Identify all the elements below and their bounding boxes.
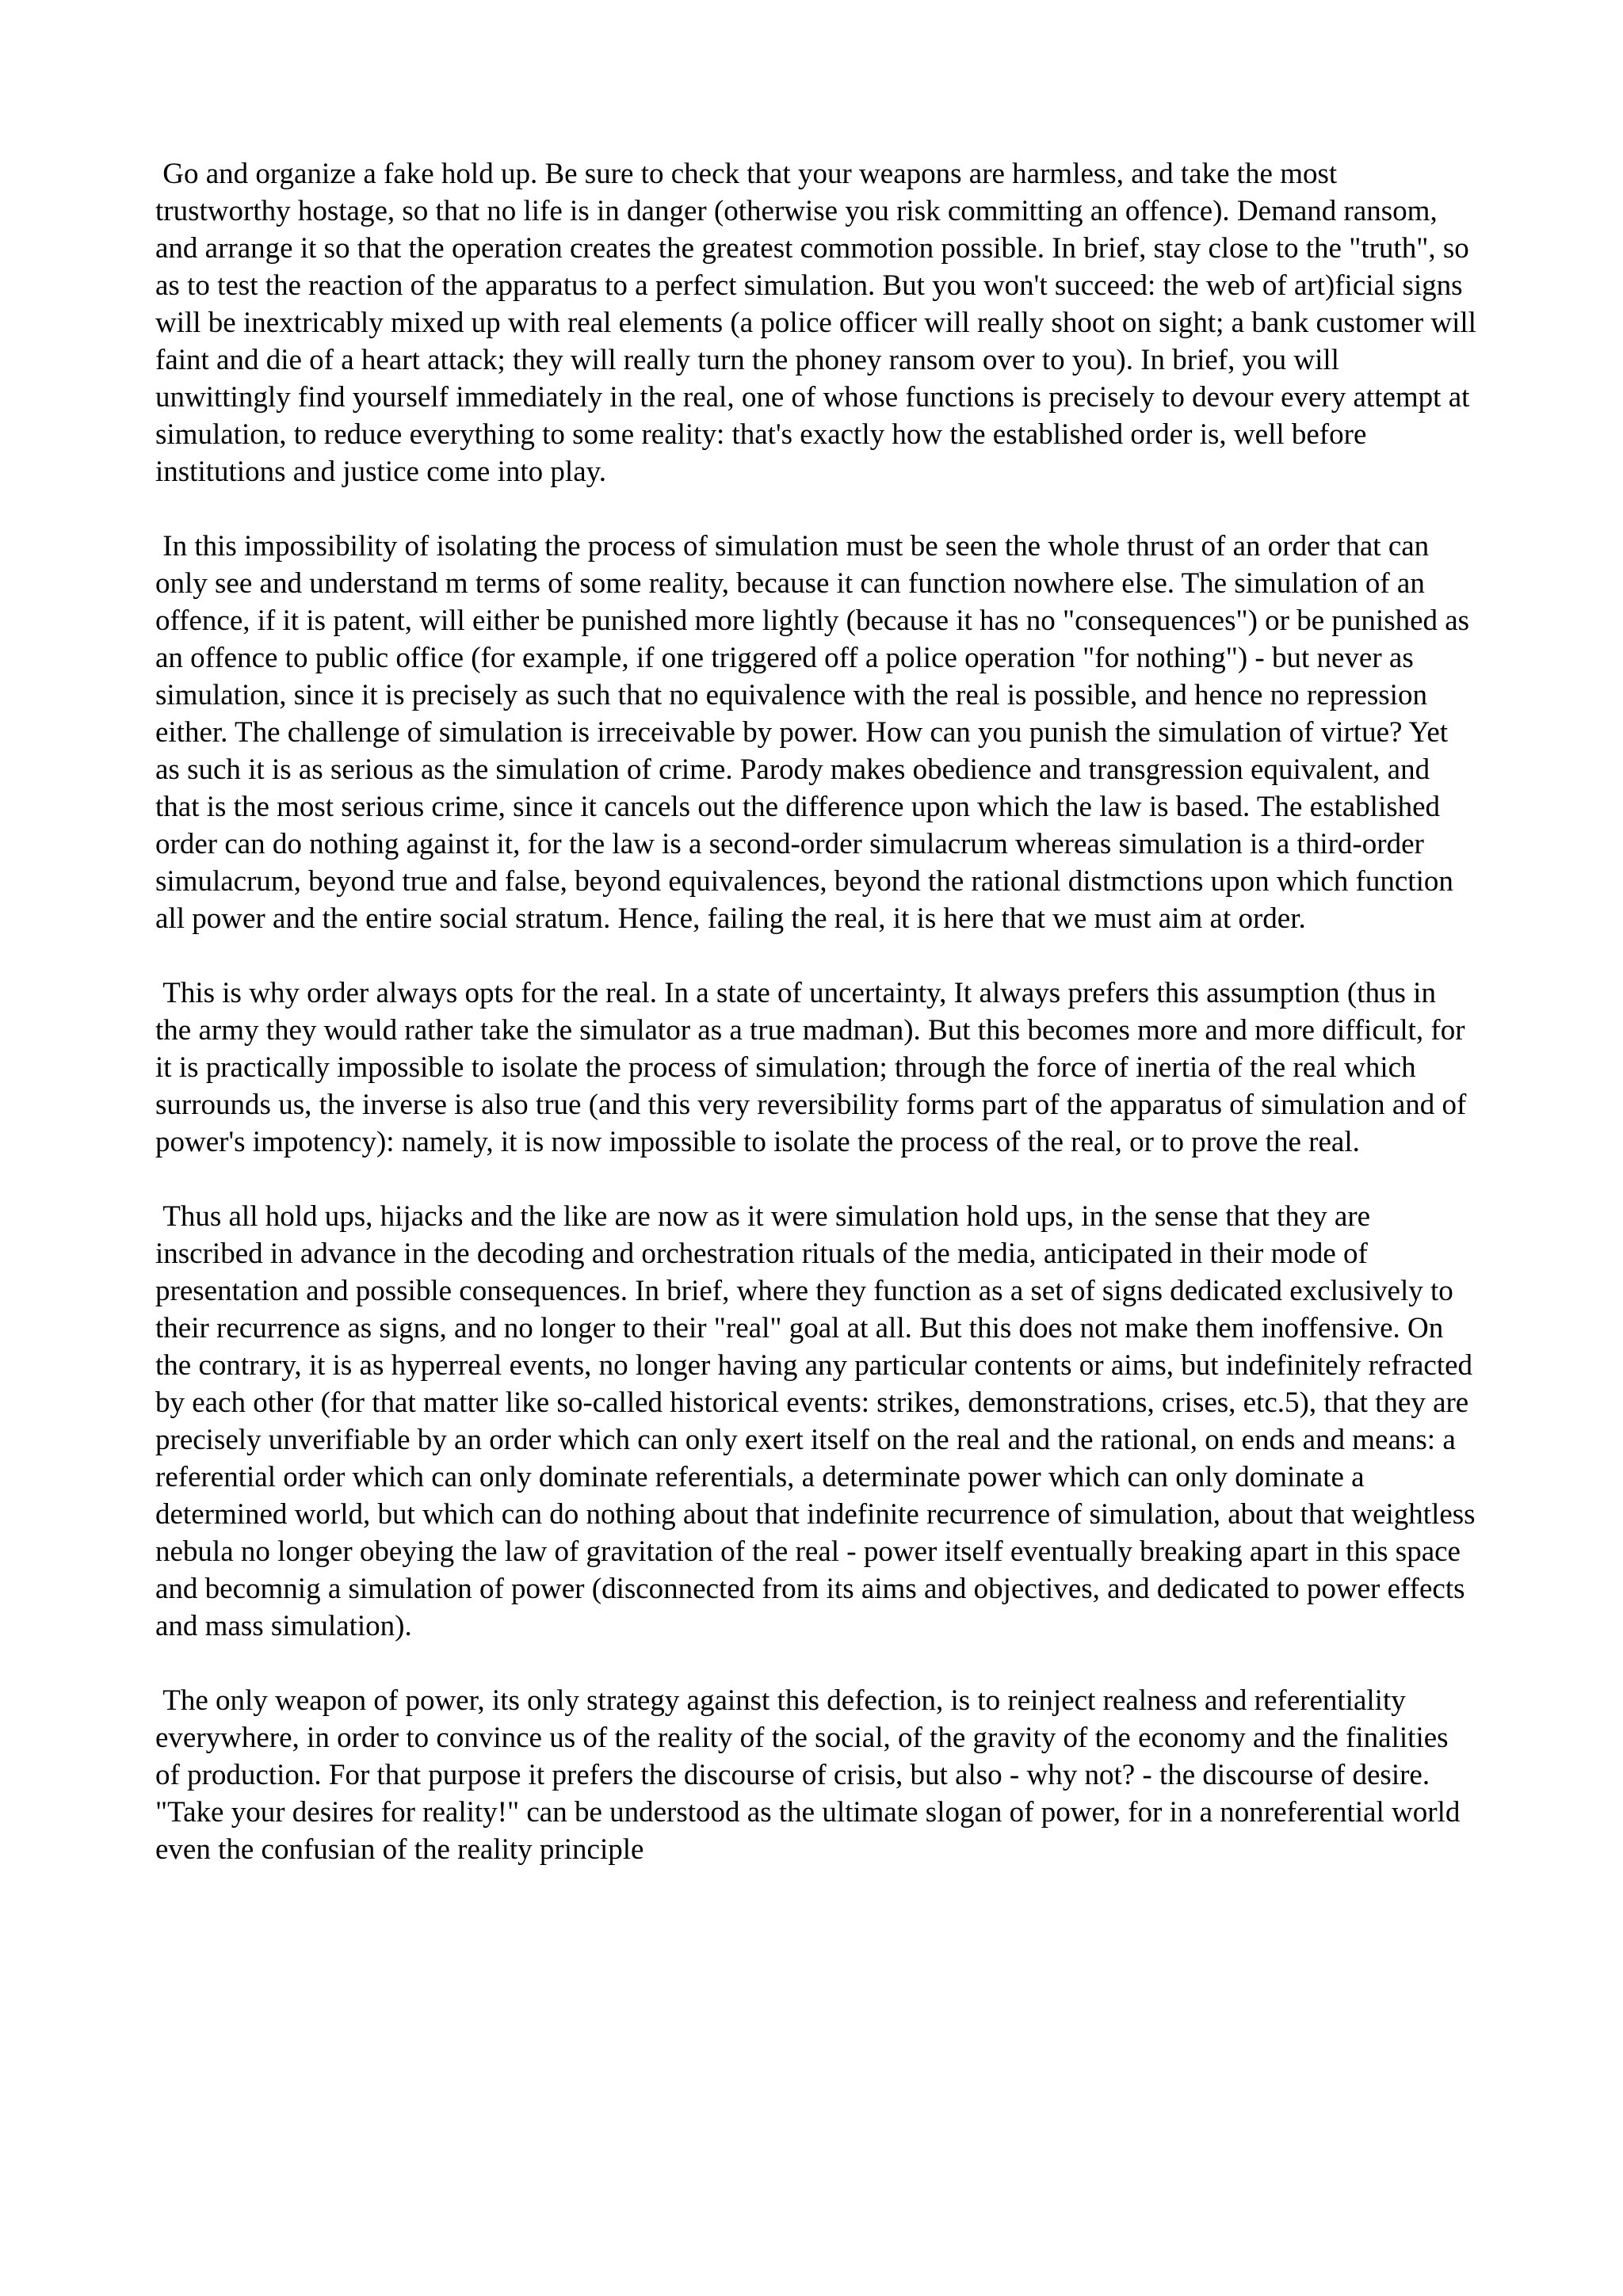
paragraph-simulation-hold-ups: Thus all hold ups, hijacks and the like are now as it were simulation hold ups, in the sense that they are inscribed in advance in the decoding and orchestration rituals of the media, anticipated in their mode of presentation and possible consequences. In brief, where they function as a set of signs dedicated exclusively to their recurrence as signs, and no longer to their "real" goal at all. But this does not make them inoffensive. On the contrary, it is as hyperreal events, no longer having any particular contents or aims, but indefinitely refracted by each other (for that matter like so-called historical events: strikes, demonstrations, crises, etc.5), that they are precisely unverifiable by an order which can only exert itself on the real and the rational, on ends and means: a referential order which can only dominate referentials, a determinate power which can only dominate a determined world, but which can do nothing about that indefinite recurrence of simulation, about that weightless nebula no longer obeying the law of gravitation of the real - power itself eventually breaking apart in this space and becomnig a simulation of power (disconnected from its aims and objectives, and dedicated to power effects and mass simulation). [155,1200,1483,1642]
paragraph-weapon-of-power: The only weapon of power, its only strategy against this defection, is to reinject realness and referentiality everywhere, in order to convince us of the reality of the social, of the gravity of the economy and the finalities of production. For that purpose it prefers the discourse of crisis, but also - why not? - the discourse of desire. "Take your desires for reality!" can be understood as the ultimate slogan of power, for in a nonreferential world even the confusian of the reality principle [155,1684,1468,1866]
paragraph-impossibility-of-isolating: In this impossibility of isolating the process of simulation must be seen the whole thrust of an order that can only see and understand m terms of some reality, because it can function nowhere else. The simulation of an offence, if it is patent, will either be punished more lightly (because it has no "consequences") or be punished as an offence to public office (for example, if one triggered off a police operation "for nothing") - but never as simulation, since it is precisely as such that no equivalence with the real is possible, and hence no repression either. The challenge of simulation is irreceivable by power. How can you punish the simulation of virtue? Yet as such it is as serious as the simulation of crime. Parody makes obedience and transgression equivalent, and that is the most serious crime, since it cancels out the difference upon which the law is based. The established order can do nothing against it, for the law is a second-order simulacrum whereas simulation is a third-order simulacrum, beyond true and false, beyond equivalences, beyond the rational distmctions upon which function all power and the entire social stratum. Hence, failing the real, it is here that we must aim at order. [155,530,1477,935]
document-body [155,155,1484,1868]
paragraph-fake-hold-up: Go and organize a fake hold up. Be sure to check that your weapons are harmless, and take the most trustworthy hostage, so that no life is in danger (otherwise you risk committing an offence). Demand ransom, and arrange it so that the operation creates the greatest commotion possible. In brief, stay close to the "truth", so as to test the reaction of the apparatus to a perfect simulation. But you won't succeed: the web of art)ficial signs will be inextricably mixed up with real elements (a police officer will really shoot on sight; a bank customer will faint and die of a heart attack; they will really turn the phoney ransom over to you). In brief, you will unwittingly find yourself immediately in the real, one of whose functions is precisely to devour every attempt at simulation, to reduce everything to some reality: that's exactly how the established order is, well before institutions and justice come into play. [155,158,1484,488]
paragraph-order-opts-for-real: This is why order always opts for the real. In a state of uncertainty, It always prefers this assumption (thus in the army they would rather take the simulator as a true madman). But this becomes more and more difficult, for it is practically impossible to isolate the process of simulation; through the force of inertia of the real which surrounds us, the inverse is also true (and this very reversibility forms part of the apparatus of simulation and of power's impotency): namely, it is now impossible to isolate the process of the real, or to prove the real. [155,977,1474,1158]
